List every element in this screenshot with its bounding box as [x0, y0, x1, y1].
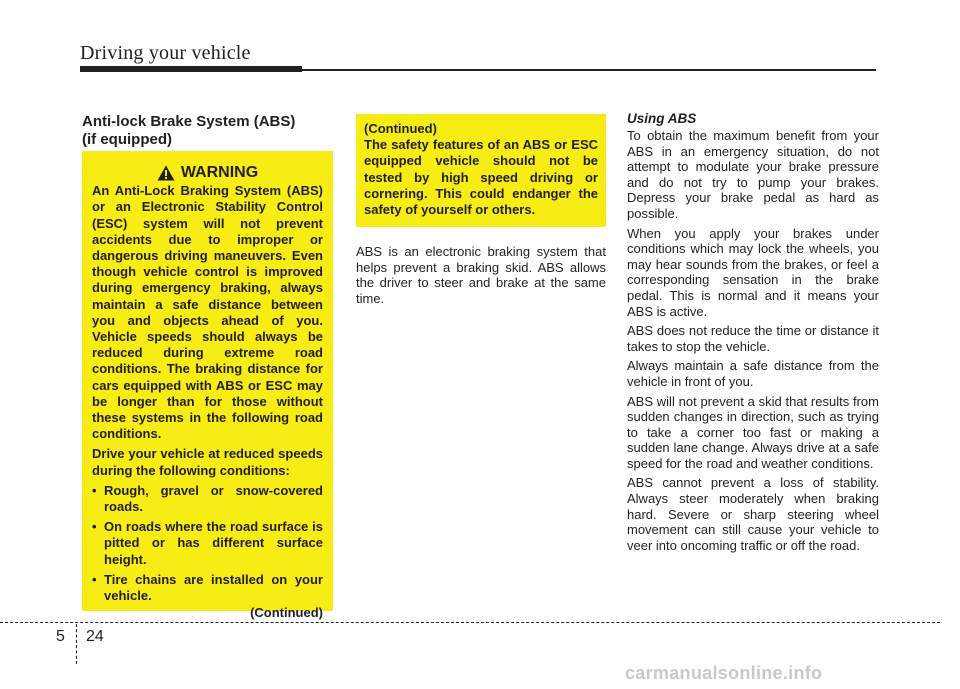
body-paragraph: To obtain the maximum benefit from your ABS in an emergency situation, do not attempt to modulate your brake pressure and do not try to pump your brakes. Depress your brake pedal as hard as possible.: [627, 128, 879, 221]
body-paragraph: Always maintain a safe distance from the vehicle in front of you.: [627, 358, 879, 389]
section-title-line2: (if equipped): [82, 131, 172, 148]
warning-bullet-text: Rough, gravel or snow-covered roads.: [104, 482, 323, 515]
page-number: 24: [86, 628, 104, 645]
continued-label: (Continued): [364, 121, 437, 136]
body-paragraph: ABS does not reduce the time or distance it takes to stop the vehicle.: [627, 323, 879, 354]
footer-divider: [0, 622, 940, 623]
left-column: [82, 113, 333, 149]
warning-bullet: • Rough, gravel or snow-covered roads.: [92, 482, 323, 515]
using-abs-heading: Using ABS: [627, 111, 697, 126]
section-title-line1: Anti-lock Brake System (ABS): [82, 113, 296, 130]
warning-paragraph-1: An Anti-Lock Braking System (ABS) or an Electronic Stability Control (ESC) system will not prevent accidents due to improper or dangerous driving maneuvers. Even though vehicle control is improved during emergency braking, always maintain a safe distance between you and objects ahead of you. Vehicle speeds should always be reduced during extreme road conditions. The braking distance for cars equipped with ABS or ESC may be longer than for those without these systems in the following road conditions.: [92, 183, 323, 442]
body-paragraph: When you apply your brakes under conditions which may lock the wheels, you may hear sounds from the brakes, or feel a corresponding sensation in the brake pedal. This is normal and it means your ABS is active.: [627, 225, 879, 319]
body-paragraph: ABS cannot prevent a loss of stability. Always steer moderately when braking hard. Severe or sharp steering wheel movement can still cause your vehicle to veer into oncoming traffic or off the road.: [627, 475, 879, 553]
footer-vertical-divider: [76, 624, 77, 664]
header-rule-thick: [80, 66, 302, 72]
warning-heading: [92, 165, 323, 181]
middle-column: [356, 244, 606, 310]
warning-continued-label: (Continued): [250, 605, 323, 621]
warning-triangle-icon: [157, 165, 175, 181]
warning-box: [82, 151, 333, 621]
header-rule-thin: [302, 69, 876, 71]
body-paragraph: ABS will not prevent a skid that results from sudden changes in direction, such as trying to take a corner too fast or making a sudden lane change. Always drive at a safe speed for the road and weather conditions.: [627, 393, 879, 471]
warning-bullet: • Tire chains are installed on your vehicle.: [92, 571, 323, 604]
continued-text: The safety features of an ABS or ESC equipped vehicle should not be tested by high speed driving or cornering. This could endanger the safety of yourself or others.: [364, 137, 598, 218]
warning-bullet-text: Tire chains are installed on your vehicle.: [104, 571, 323, 604]
watermark: carmanualsonline.info: [625, 663, 823, 683]
warning-paragraph-2: Drive your vehicle at reduced speeds during the following conditions:: [92, 446, 323, 478]
right-column: [627, 111, 879, 557]
abs-intro-paragraph: ABS is an electronic braking system that helps prevent a braking skid. ABS allows the driver to steer and brake at the same time.: [356, 244, 606, 306]
continued-warning-box: [356, 114, 606, 227]
chapter-number: 5: [56, 628, 65, 645]
chapter-title: Driving your vehicle: [80, 42, 251, 64]
warning-bullet-text: On roads where the road surface is pitted or has different surface height.: [104, 519, 323, 567]
warning-heading-text: WARNING: [180, 164, 259, 181]
warning-bullet: • On roads where the road surface is pitted or has different surface height.: [92, 519, 323, 567]
